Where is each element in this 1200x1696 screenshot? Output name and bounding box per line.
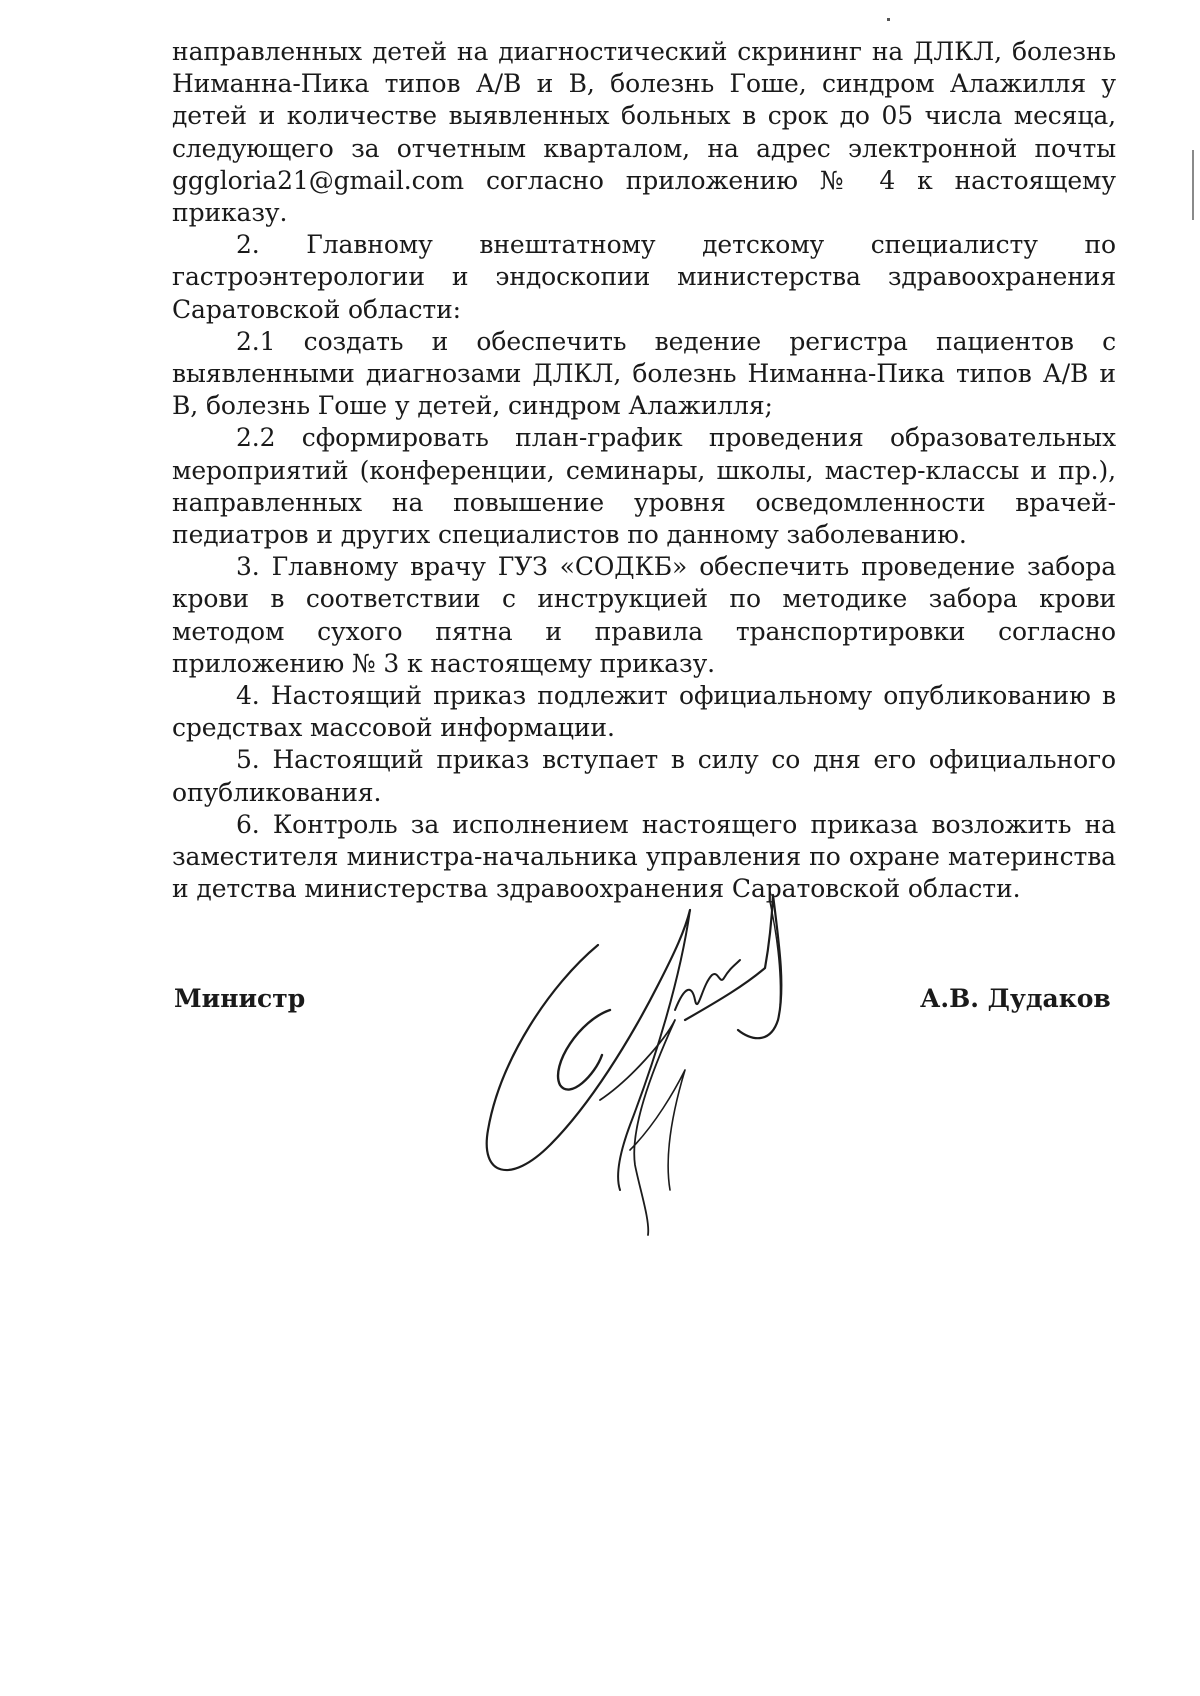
paragraph-item-2: 2. Главному внештатному детскому специалисту по гастроэнтерологии и эндоскопии министерства здравоохранения Саратовской области: (172, 230, 1116, 324)
paragraph-item-3: 3. Главному врачу ГУЗ «СОДКБ» обеспечить проведение забора крови в соответствии с инструкцией по методике забора крови методом сухого пятна и правила транспортировки согласно приложению № 3 к настоящему приказу. (172, 552, 1116, 678)
handwritten-signature (480, 890, 840, 1250)
paragraph-item-2-1: 2.1 создать и обеспечить ведение регистра пациентов с выявленными диагнозами ДЛКЛ, болезнь Ниманна-Пика типов А/В и В, болезнь Гоше у детей, синдром Алажилля; (172, 326, 1116, 421)
paragraph-item-2-2: 2.2 сформировать план-график проведения образовательных мероприятий (конференции, семинары, школы, мастер-классы и пр.), направленных на повышение уровня осведомленности врачей-педиатров и других специалистов по данному заболеванию. (172, 423, 1116, 550)
scan-edge-mark (1192, 150, 1194, 220)
scan-speck (887, 18, 890, 21)
paragraph-item-6: 6. Контроль за исполнением настоящего приказа возложить на заместителя министра-начальника управления по охране материнства и детства министерства здравоохранения Саратовской области. (172, 809, 1116, 904)
paragraph-item-5: 5. Настоящий приказ вступает в силу со дня его официального опубликования. (172, 745, 1116, 807)
paragraph-item-4: 4. Настоящий приказ подлежит официальному опубликованию в средствах массовой информации. (172, 681, 1116, 743)
order-body-text (172, 36, 1116, 905)
paragraph-continuation: направленных детей на диагностический скрининг на ДЛКЛ, болезнь Ниманна-Пика типов А/В и В, болезнь Гоше, синдром Алажилля у детей и количестве выявленных больных в срок до 05 числа месяца, следующего за отчетным кварталом, на адрес электронной почты gggloria21@gmail.com согласно приложению № 4 к настоящему приказу. (172, 37, 1116, 228)
signer-position: Министр (174, 984, 306, 1013)
signer-name: А.В. Дудаков (920, 984, 1111, 1013)
